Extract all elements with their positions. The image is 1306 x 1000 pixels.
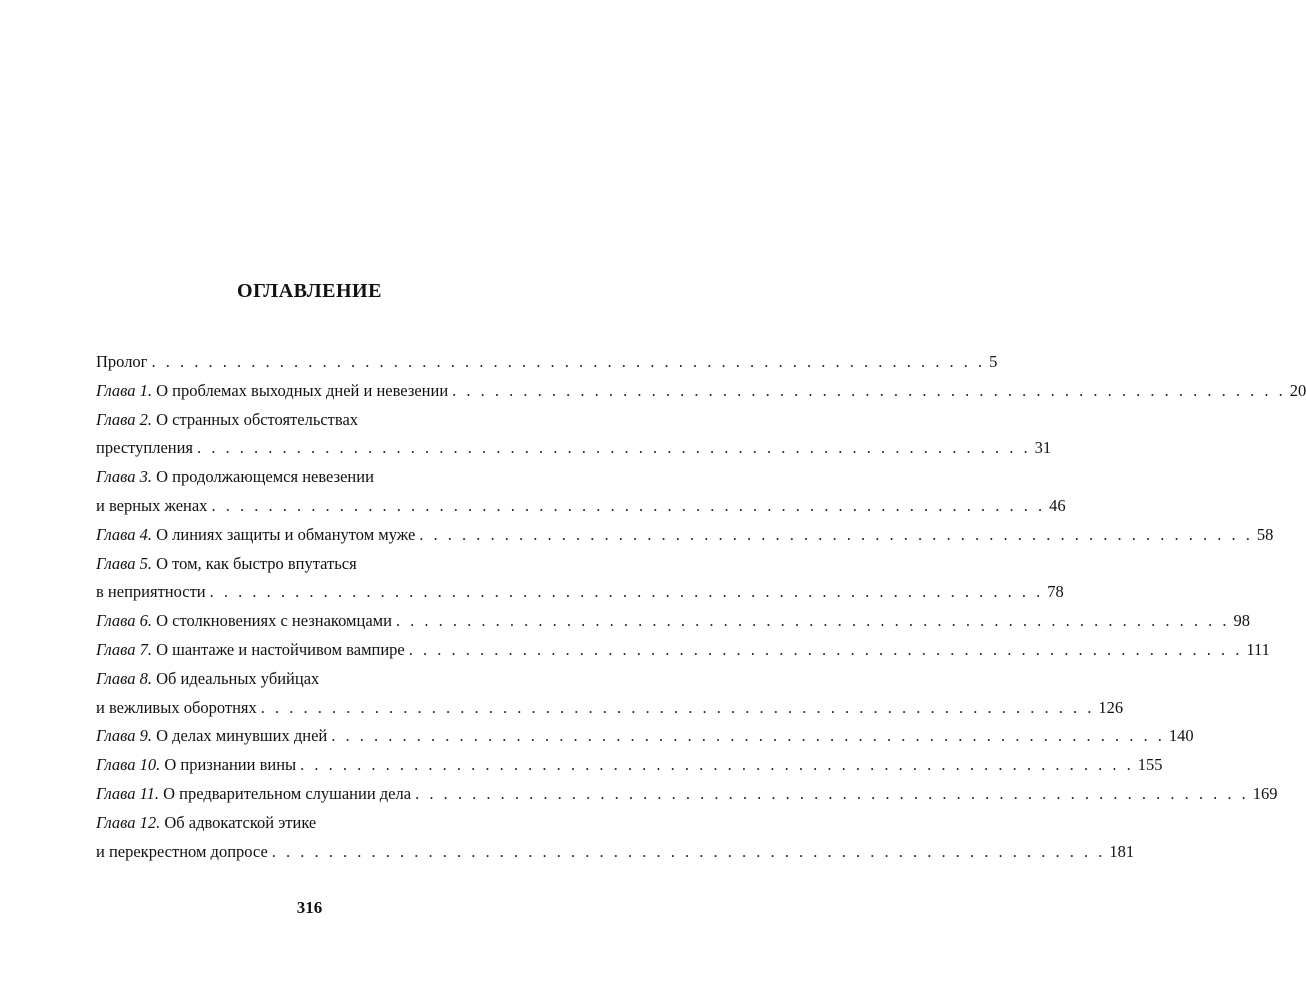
toc-entry-line	[96, 607, 1251, 636]
toc-page-number: 155	[1137, 755, 1163, 775]
toc-entry-line	[96, 463, 554, 492]
toc-entry-text	[96, 406, 358, 435]
toc-entry-text	[96, 665, 319, 694]
toc-entry-line	[96, 578, 1064, 607]
toc-entry-text	[96, 838, 268, 867]
chapter-title-text: О линиях защиты и обманутом муже	[156, 524, 416, 544]
toc-entry	[96, 521, 1274, 550]
chapter-title-text: преступления	[96, 438, 194, 458]
toc-page-number: 98	[1233, 611, 1251, 631]
toc-entry	[96, 751, 1163, 780]
toc-entry-line	[96, 809, 554, 838]
chapter-title-text: О продолжающемся невезении	[156, 467, 374, 487]
toc-page-number: 126	[1098, 697, 1124, 717]
toc-entry-text	[96, 434, 193, 463]
toc-entry-line	[96, 348, 998, 377]
toc-entry	[96, 348, 998, 377]
chapter-title-text: в неприятности	[96, 582, 206, 602]
chapter-title-text: Пролог	[96, 352, 148, 371]
toc-page-number: 140	[1168, 726, 1194, 746]
toc-entry	[96, 665, 1124, 723]
toc-entry-text	[96, 607, 392, 636]
toc-page-number: 31	[1034, 438, 1052, 458]
chapter-label: Глава 12.	[96, 812, 161, 832]
dot-leader: . . . . . . . . . . . . . . . . . . . . . . . . . . . . . . . . . . . . . . . . . . . . . . . . . . . . . . . . . . .	[415, 783, 1249, 803]
chapter-title-text: О проблемах выходных дней и невезении	[156, 380, 449, 400]
toc-entry-line	[96, 665, 554, 694]
toc-entry-text	[96, 521, 415, 550]
dot-leader: . . . . . . . . . . . . . . . . . . . . . . . . . . . . . . . . . . . . . . . . . . . . . . . . . . . . . . . . . . .	[300, 755, 1134, 775]
toc-entry-text	[96, 780, 411, 809]
chapter-label: Глава 8.	[96, 668, 152, 688]
dot-leader: . . . . . . . . . . . . . . . . . . . . . . . . . . . . . . . . . . . . . . . . . . . . . . . . . . . . . . . . . . .	[197, 438, 1031, 458]
toc-heading: ОГЛАВЛЕНИЕ	[237, 280, 382, 302]
table-of-contents	[96, 348, 1306, 866]
chapter-label: Глава 9.	[96, 726, 152, 746]
toc-entry-line	[96, 838, 1135, 867]
dot-leader: . . . . . . . . . . . . . . . . . . . . . . . . . . . . . . . . . . . . . . . . . . . . . . . . . . . . . . . . . . .	[209, 582, 1044, 602]
toc-entry-text	[96, 550, 357, 579]
chapter-label: Глава 1.	[96, 380, 152, 400]
toc-entry-text	[96, 751, 296, 780]
toc-entry-line	[96, 377, 1306, 406]
dot-leader: . . . . . . . . . . . . . . . . . . . . . . . . . . . . . . . . . . . . . . . . . . . . . . . . . . . . . . . . . . .	[211, 495, 1046, 515]
chapter-label: Глава 6.	[96, 611, 152, 631]
chapter-title-text: О делах минувших дней	[156, 726, 328, 746]
chapter-title-text: О столкновениях с незнакомцами	[156, 611, 392, 631]
toc-entry-text	[96, 694, 257, 723]
toc-page-number: 5	[989, 352, 998, 371]
dot-leader: . . . . . . . . . . . . . . . . . . . . . . . . . . . . . . . . . . . . . . . . . . . . . . . . . . . . . . . . . . .	[395, 611, 1230, 631]
toc-entry	[96, 406, 1052, 464]
chapter-label: Глава 10.	[96, 755, 161, 775]
chapter-title-text: О том, как быстро впутаться	[156, 553, 357, 573]
toc-entry-line	[96, 550, 554, 579]
dot-leader: . . . . . . . . . . . . . . . . . . . . . . . . . . . . . . . . . . . . . . . . . . . . . . . . . . . . . . . . . . .	[452, 380, 1286, 400]
chapter-title-text: О странных обстоятельствах	[156, 409, 359, 429]
toc-entry	[96, 463, 1066, 521]
page-number: 316	[296, 898, 323, 917]
toc-entry-line	[96, 636, 1270, 665]
chapter-title-text: Об идеальных убийцах	[156, 668, 320, 688]
chapter-title-text: О шантаже и настойчивом вампире	[156, 639, 405, 659]
toc-entry	[96, 550, 1064, 608]
toc-entry-line	[96, 751, 1163, 780]
toc-entry-line	[96, 434, 1052, 463]
dot-leader: . . . . . . . . . . . . . . . . . . . . . . . . . . . . . . . . . . . . . . . . . . . . . . . . . . . . . . . . . . .	[260, 697, 1095, 717]
chapter-title-text: Об адвокатской этике	[164, 812, 317, 832]
toc-entry-text	[96, 348, 147, 377]
toc-page-number: 78	[1047, 582, 1064, 602]
dot-leader: . . . . . . . . . . . . . . . . . . . . . . . . . . . . . . . . . . . . . . . . . . . . . . . . . . . . . . . . . . .	[408, 639, 1243, 659]
toc-page-number: 58	[1256, 524, 1274, 544]
toc-entry-line	[96, 694, 1124, 723]
dot-leader: . . . . . . . . . . . . . . . . . . . . . . . . . . . . . . . . . . . . . . . . . . . . . . . . . . . . . . . . . . .	[151, 352, 986, 371]
toc-entry-line	[96, 780, 1278, 809]
toc-page-number: 111	[1246, 639, 1270, 659]
toc-entry-text	[96, 809, 316, 838]
toc-entry	[96, 809, 1135, 867]
chapter-label: Глава 2.	[96, 409, 152, 429]
toc-entry-text	[96, 463, 374, 492]
toc-entry-text	[96, 492, 207, 521]
toc-entry	[96, 636, 1270, 665]
toc-entry-line	[96, 406, 554, 435]
dot-leader: . . . . . . . . . . . . . . . . . . . . . . . . . . . . . . . . . . . . . . . . . . . . . . . . . . . . . . . . . . .	[271, 841, 1106, 861]
chapter-label: Глава 3.	[96, 467, 152, 487]
dot-leader: . . . . . . . . . . . . . . . . . . . . . . . . . . . . . . . . . . . . . . . . . . . . . . . . . . . . . . . . . . .	[331, 726, 1165, 746]
toc-entry	[96, 722, 1194, 751]
toc-entry-text	[96, 636, 405, 665]
toc-page-number: 20	[1289, 380, 1306, 400]
toc-entry	[96, 780, 1278, 809]
toc-entry	[96, 377, 1306, 406]
toc-entry-text	[96, 377, 448, 406]
toc-entry-text	[96, 578, 206, 607]
toc-page-number: 181	[1109, 841, 1135, 861]
toc-page-number: 46	[1049, 495, 1066, 515]
toc-entry	[96, 607, 1251, 636]
dot-leader: . . . . . . . . . . . . . . . . . . . . . . . . . . . . . . . . . . . . . . . . . . . . . . . . . . . . . . . . . . .	[419, 524, 1253, 544]
chapter-label: Глава 5.	[96, 553, 152, 573]
chapter-label: Глава 11.	[96, 783, 159, 803]
toc-entry-text	[96, 722, 327, 751]
toc-page-number: 169	[1252, 783, 1278, 803]
chapter-title-text: О признании вины	[164, 755, 297, 775]
chapter-title-text: и вежливых оборотнях	[96, 697, 257, 717]
chapter-label: Глава 7.	[96, 639, 152, 659]
chapter-title-text: и верных женах	[96, 495, 208, 515]
toc-entry-line	[96, 521, 1274, 550]
toc-entry-line	[96, 722, 1194, 751]
chapter-label: Глава 4.	[96, 524, 152, 544]
toc-entry-line	[96, 492, 1066, 521]
chapter-title-text: О предварительном слушании дела	[163, 783, 412, 803]
chapter-title-text: и перекрестном допросе	[96, 841, 268, 861]
